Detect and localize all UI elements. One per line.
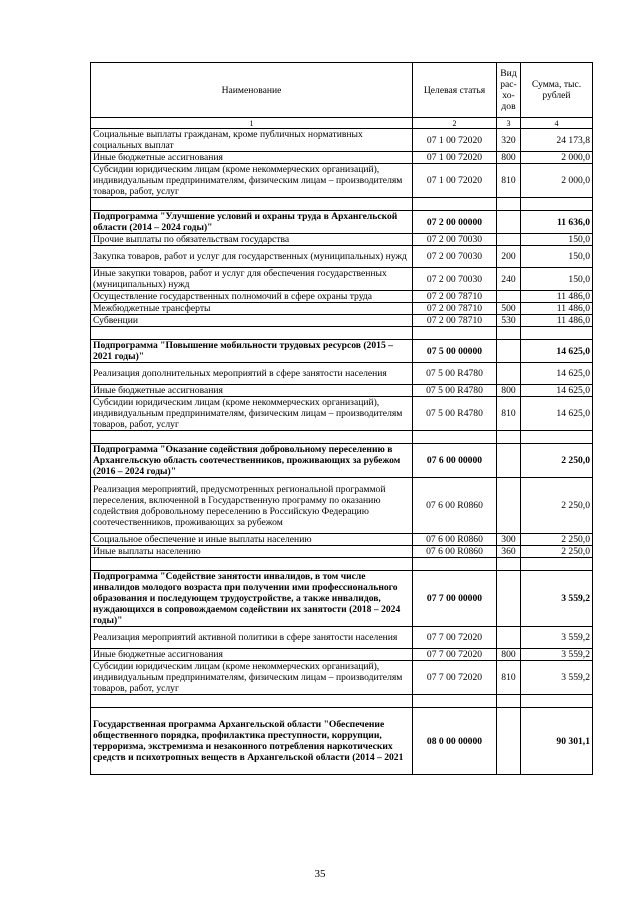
table-row [91,211,593,234]
table-row [91,444,593,478]
page-number: 35 [314,868,326,880]
row-vid [497,340,521,363]
row-code: 07 7 00 72020 [413,627,497,649]
row-sum: 2 250,0 [521,534,593,546]
row-sum: 11 486,0 [521,315,593,327]
row-code: 07 1 00 72020 [413,152,497,164]
row-name: Иные закупки товаров, работ и услуг для обеспечения государственных (муниципальных) нужд [91,268,413,291]
row-vid [497,234,521,246]
table-row [91,546,593,558]
row-vid [497,627,521,649]
row-vid: 810 [497,397,521,431]
row-name: Осуществление государственных полномочий в сфере охраны труда [91,291,413,303]
row-code: 07 2 00 70030 [413,234,497,246]
row-sum: 150,0 [521,234,593,246]
table-row [91,234,593,246]
column-number: 3 [497,118,521,129]
row-sum: 2 000,0 [521,164,593,198]
row-code: 07 7 00 00000 [413,571,497,627]
row-code: 08 0 00 00000 [413,708,497,775]
row-name: Иные бюджетные ассигнования [91,152,413,164]
row-code: 07 2 00 70030 [413,268,497,291]
spacer-row [91,431,593,444]
row-vid: 800 [497,152,521,164]
row-sum: 3 559,2 [521,571,593,627]
row-sum: 24 173,8 [521,129,593,152]
row-name: Реализация дополнительных мероприятий в сфере занятости населения [91,363,413,385]
spacer-row [91,198,593,211]
table-row [91,571,593,627]
row-name: Закупка товаров, работ и услуг для государственных (муниципальных) нужд [91,246,413,268]
row-sum: 150,0 [521,268,593,291]
budget-table [90,62,593,775]
row-sum: 14 625,0 [521,363,593,385]
table-row [91,340,593,363]
row-vid [497,291,521,303]
spacer-row [91,327,593,340]
table-row [91,129,593,152]
table-row [91,649,593,661]
row-code: 07 5 00 R4780 [413,397,497,431]
row-vid [497,571,521,627]
table-row [91,315,593,327]
row-sum: 3 559,2 [521,627,593,649]
row-code: 07 2 00 70030 [413,246,497,268]
table-header-row [91,63,593,118]
table-row [91,708,593,775]
row-code: 07 1 00 72020 [413,129,497,152]
row-code: 07 5 00 00000 [413,340,497,363]
row-code: 07 6 00 R0860 [413,534,497,546]
row-vid: 800 [497,649,521,661]
row-sum: 14 625,0 [521,340,593,363]
table-row [91,478,593,534]
row-name: Подпрограмма "Улучшение условий и охраны труда в Архангельской области (2014 – 2024 годы)" [91,211,413,234]
column-number: 1 [91,118,413,129]
row-code: 07 7 00 72020 [413,649,497,661]
row-vid [497,478,521,534]
header-sum: Сумма, тыс. рублей [521,63,593,118]
row-vid [497,363,521,385]
row-code: 07 6 00 R0860 [413,546,497,558]
header-name: Наименование [91,63,413,118]
table-row [91,534,593,546]
table-row [91,291,593,303]
row-sum: 11 486,0 [521,303,593,315]
row-code: 07 7 00 72020 [413,661,497,695]
row-name: Субвенции [91,315,413,327]
row-name: Иные выплаты населению [91,546,413,558]
row-name: Реализация мероприятий, предусмотренных региональной программой переселения, включенной в Государственную программу по оказанию содействия добровольному переселению в Российскую Федерацию соотечественников, проживающих за рубежом [91,478,413,534]
table-row [91,303,593,315]
row-sum: 14 625,0 [521,397,593,431]
row-sum: 2 250,0 [521,478,593,534]
row-code: 07 5 00 R4780 [413,385,497,397]
row-sum: 150,0 [521,246,593,268]
row-vid: 200 [497,246,521,268]
row-vid [497,708,521,775]
header-code: Целевая статья [413,63,497,118]
header-vid: Вид рас-хо-дов [497,63,521,118]
row-sum: 90 301,1 [521,708,593,775]
row-code: 07 6 00 00000 [413,444,497,478]
row-name: Подпрограмма "Содействие занятости инвалидов, в том числе инвалидов молодого возраста при получении ими профессионального образования и последующем трудоустройстве, а также инвалидов, нуждающихся в сопровождаемом содействии их занятости (2018 – 2024 годы)" [91,571,413,627]
row-sum: 3 559,2 [521,661,593,695]
row-name: Социальное обеспечение и иные выплаты населению [91,534,413,546]
column-number: 2 [413,118,497,129]
row-vid [497,211,521,234]
spacer-row [91,695,593,708]
row-code: 07 1 00 72020 [413,164,497,198]
row-sum: 11 636,0 [521,211,593,234]
row-name: Субсидии юридическим лицам (кроме некоммерческих организаций), индивидуальным предпринимателям, физическим лицам – производителям товаров, работ, услуг [91,397,413,431]
row-vid: 240 [497,268,521,291]
row-sum: 2 000,0 [521,152,593,164]
row-name: Государственная программа Архангельской области "Обеспечение общественного порядка, профилактика преступности, коррупции, терроризма, экстремизма и незаконного потребления наркотических средств и психотропных веществ в Архангельской области (2014 – 2021 [91,708,413,775]
row-vid: 500 [497,303,521,315]
row-code: 07 2 00 78710 [413,303,497,315]
table-row [91,246,593,268]
table-row [91,385,593,397]
table-row [91,268,593,291]
table-row [91,627,593,649]
row-code: 07 2 00 78710 [413,315,497,327]
row-sum: 2 250,0 [521,546,593,558]
row-vid: 320 [497,129,521,152]
table-row [91,397,593,431]
row-sum: 3 559,2 [521,649,593,661]
row-name: Социальные выплаты гражданам, кроме публичных нормативных социальных выплат [91,129,413,152]
row-vid: 360 [497,546,521,558]
table-row [91,164,593,198]
row-name: Подпрограмма "Повышение мобильности трудовых ресурсов (2015 – 2021 годы)" [91,340,413,363]
table-row [91,363,593,385]
row-sum: 2 250,0 [521,444,593,478]
row-name: Иные бюджетные ассигнования [91,649,413,661]
row-vid: 810 [497,661,521,695]
column-number-row [91,118,593,129]
spacer-row [91,558,593,571]
row-name: Прочие выплаты по обязательствам государства [91,234,413,246]
row-vid: 530 [497,315,521,327]
table-row [91,152,593,164]
row-name: Реализация мероприятий активной политики в сфере занятости населения [91,627,413,649]
row-sum: 14 625,0 [521,385,593,397]
row-vid: 300 [497,534,521,546]
row-code: 07 2 00 78710 [413,291,497,303]
row-vid: 800 [497,385,521,397]
row-code: 07 5 00 R4780 [413,363,497,385]
row-sum: 11 486,0 [521,291,593,303]
row-name: Подпрограмма "Оказание содействия добровольному переселению в Архангельскую область соотечественников, проживающих за рубежом (2016 – 2024 годы)" [91,444,413,478]
row-code: 07 2 00 00000 [413,211,497,234]
table-row [91,661,593,695]
row-vid [497,444,521,478]
row-name: Межбюджетные трансферты [91,303,413,315]
row-name: Субсидии юридическим лицам (кроме некоммерческих организаций), индивидуальным предпринимателям, физическим лицам – производителям товаров, работ, услуг [91,661,413,695]
column-number: 4 [521,118,593,129]
row-name: Иные бюджетные ассигнования [91,385,413,397]
row-code: 07 6 00 R0860 [413,478,497,534]
row-vid: 810 [497,164,521,198]
row-name: Субсидии юридическим лицам (кроме некоммерческих организаций), индивидуальным предпринимателям, физическим лицам – производителям товаров, работ, услуг [91,164,413,198]
